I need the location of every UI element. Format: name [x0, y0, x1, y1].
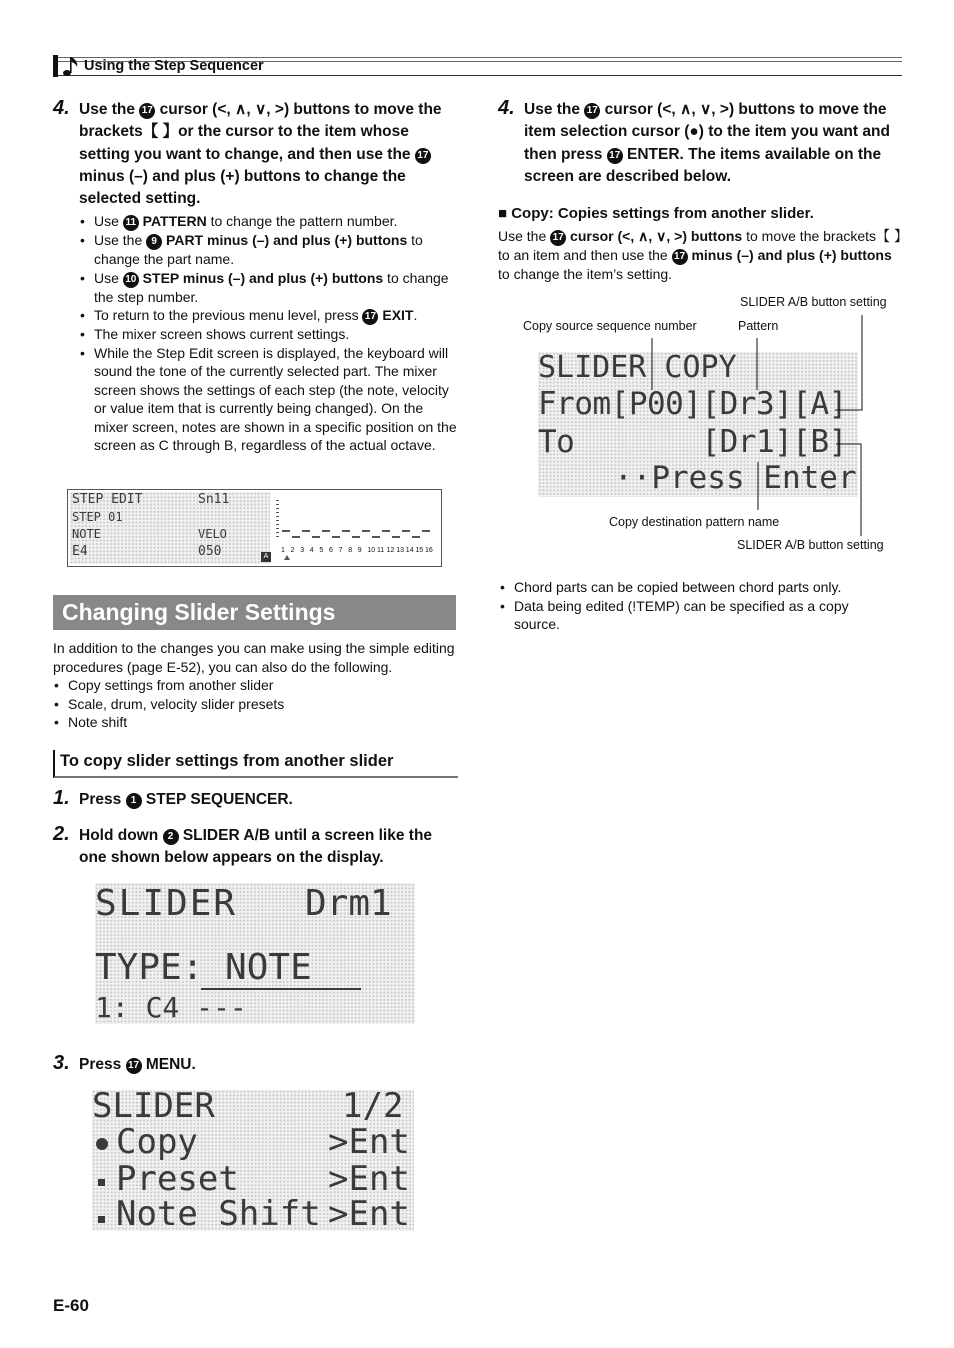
button-17-icon: 17	[126, 1058, 142, 1074]
lcd-text: >Ent	[328, 1159, 410, 1199]
step-edit-lcd	[70, 492, 270, 564]
lcd-text: Note Shift	[116, 1194, 321, 1234]
step-label: 7	[338, 547, 343, 554]
list-item: • Use 11 PATTERN to change the pattern number.	[78, 212, 458, 231]
step-2-instruction: Hold down 2 SLIDER A/B until a screen like the one shown below appears on the display.	[79, 827, 433, 867]
step-4-bullets	[78, 212, 458, 455]
button-17-icon: 17	[550, 230, 566, 246]
menu-bullet-icon	[98, 1179, 105, 1186]
lcd-text: ··Press Enter	[558, 460, 857, 496]
button-2-icon: 2	[163, 829, 179, 845]
step-label: 10	[367, 547, 376, 554]
label-slider-ab-bottom: SLIDER A/B button setting	[737, 538, 884, 552]
label-copy-destination: Copy destination pattern name	[609, 515, 780, 529]
step-label: 8	[348, 547, 353, 554]
label-pattern: Pattern	[738, 319, 779, 333]
step-label: 13	[396, 547, 404, 554]
lcd-text: STEP 01	[72, 510, 123, 524]
page-number: E-60	[53, 1296, 89, 1315]
button-11-icon: 11	[123, 215, 139, 231]
list-item: • Copy settings from another slider	[52, 676, 452, 695]
step-label: 16	[425, 547, 433, 554]
lcd-text: SLIDER COPY	[538, 350, 737, 385]
header-bar	[53, 55, 58, 77]
lcd-text: From[P00][Dr3][A]	[538, 386, 847, 422]
slider-type-screen	[95, 883, 415, 1024]
callout-lines	[640, 310, 870, 540]
copy-body: Use the 17 cursor (<, ∧, ∨, >) buttons to move the brackets【 】to an item and then use the 17 minus (–) and plus (+) buttons to change the item’s setting.	[498, 228, 901, 282]
step-number: 3.	[53, 1052, 70, 1074]
lcd-text: Preset	[116, 1159, 239, 1199]
lcd-text: Drm1	[305, 883, 392, 924]
step-label: 9	[357, 547, 362, 554]
subsection-heading-text: To copy slider settings from another slider	[60, 752, 394, 770]
button-17-icon: 17	[672, 249, 688, 265]
lcd-text: >Ent	[328, 1194, 410, 1234]
lcd-text: 1/2	[342, 1086, 404, 1126]
button-17-icon: 17	[584, 103, 600, 119]
right-step-4-instruction: Use the 17 cursor (<, ∧, ∨, >) buttons to move the item selection cursor (●) to the item you want and then press 17 ENTER. The items available on the screen are described below.	[524, 101, 890, 185]
list-item: • Scale, drum, velocity slider presets	[52, 695, 452, 714]
step-label: 4	[309, 547, 314, 554]
list-item: • Use the 9 PART minus (–) and plus (+) buttons to change the part name.	[78, 231, 458, 269]
step-4-instruction: Use the 17 cursor (<, ∧, ∨, >) buttons to move the brackets【 】or the cursor to the item whose setting you want to change, and then use the 17 minus (–) and plus (+) buttons to change the selected setting.	[79, 101, 442, 208]
list-item: • Use 10 STEP minus (–) and plus (+) buttons to change the step number.	[78, 269, 458, 307]
step-number-row	[281, 547, 441, 557]
step-label: 6	[329, 547, 333, 554]
step-label: 1	[281, 547, 285, 554]
header-title: Using the Step Sequencer	[84, 58, 264, 74]
lcd-underline	[201, 988, 361, 990]
step-label: 12	[386, 547, 395, 554]
step-edit-screen	[67, 489, 442, 567]
lcd-text: NOTE	[72, 527, 101, 541]
lcd-text: STEP EDIT	[72, 492, 143, 507]
copy-heading: ■ Copy: Copies settings from another slider.	[498, 205, 814, 222]
lcd-text: Sn11	[198, 492, 230, 507]
step-number: 4.	[53, 97, 70, 119]
header-rule	[58, 75, 902, 76]
list-item: • Chord parts can be copied between chord parts only.	[498, 578, 898, 597]
button-9-icon: 9	[146, 234, 162, 250]
button-17-icon: 17	[362, 309, 378, 325]
button-17-icon: 17	[607, 148, 623, 164]
menu-bullet-icon	[98, 1216, 105, 1223]
lcd-text: SLIDER	[95, 883, 238, 924]
step-number: 4.	[498, 97, 515, 119]
step-number: 1.	[53, 787, 70, 809]
label-copy-source: Copy source sequence number	[523, 319, 697, 333]
step-1-instruction: Press 1 STEP SEQUENCER.	[79, 791, 293, 808]
lcd-text: TYPE: NOTE	[95, 947, 312, 988]
music-note-icon	[62, 55, 82, 77]
step-label: 14	[405, 547, 414, 554]
lcd-text: VELO	[198, 527, 227, 541]
step-label: 5	[319, 547, 324, 554]
step-label: 2	[290, 547, 295, 554]
step-3-instruction: Press 17 MENU.	[79, 1056, 196, 1073]
copy-notes	[498, 578, 898, 634]
button-1-icon: 1	[126, 793, 142, 809]
section-banner	[53, 595, 456, 630]
button-17-icon: 17	[415, 148, 431, 164]
list-item: • To return to the previous menu level, press 17 EXIT.	[78, 306, 458, 325]
slider-menu-screen	[92, 1086, 414, 1234]
lcd-text: Copy	[116, 1122, 198, 1162]
section-title: Changing Slider Settings	[62, 599, 336, 625]
list-item: • Note shift	[52, 713, 452, 732]
step-label: 11	[377, 547, 385, 554]
list-item: • While the Step Edit screen is displayed, the keyboard will sound the tone of the currently selected part. The mixer screen shows the settings of each step (the note, velocity or value item that is currently being changed). On the mixer screen, notes are shown in a specific position on the screen as C through B, regardless of the actual octave.	[78, 344, 458, 455]
button-17-icon: 17	[139, 103, 155, 119]
intro-bullets	[52, 676, 452, 732]
lcd-text: 1: C4 ---	[95, 991, 247, 1024]
lcd-text: SLIDER	[92, 1086, 215, 1126]
lcd-text: >Ent	[328, 1122, 410, 1162]
intro-paragraph: In addition to the changes you can make using the simple editing procedures (page E-52), you can also do the following.	[53, 640, 455, 675]
page-header	[53, 55, 902, 77]
subsection-heading	[53, 750, 458, 778]
step-label: 15	[415, 547, 424, 554]
button-10-icon: 10	[123, 272, 139, 288]
selection-cursor-icon	[96, 1138, 108, 1150]
lcd-text: To [Dr1][B]	[538, 424, 847, 460]
list-item: • Data being edited (!TEMP) can be specified as a copy source.	[498, 597, 898, 634]
lcd-text: E4	[72, 544, 88, 559]
list-item: • The mixer screen shows current settings.	[78, 325, 458, 344]
part-badge: A	[261, 552, 271, 562]
step-label: 3	[300, 547, 305, 554]
label-slider-ab-top: SLIDER A/B button setting	[740, 295, 887, 309]
lcd-text: 050	[198, 544, 222, 559]
step-number: 2.	[53, 823, 70, 845]
